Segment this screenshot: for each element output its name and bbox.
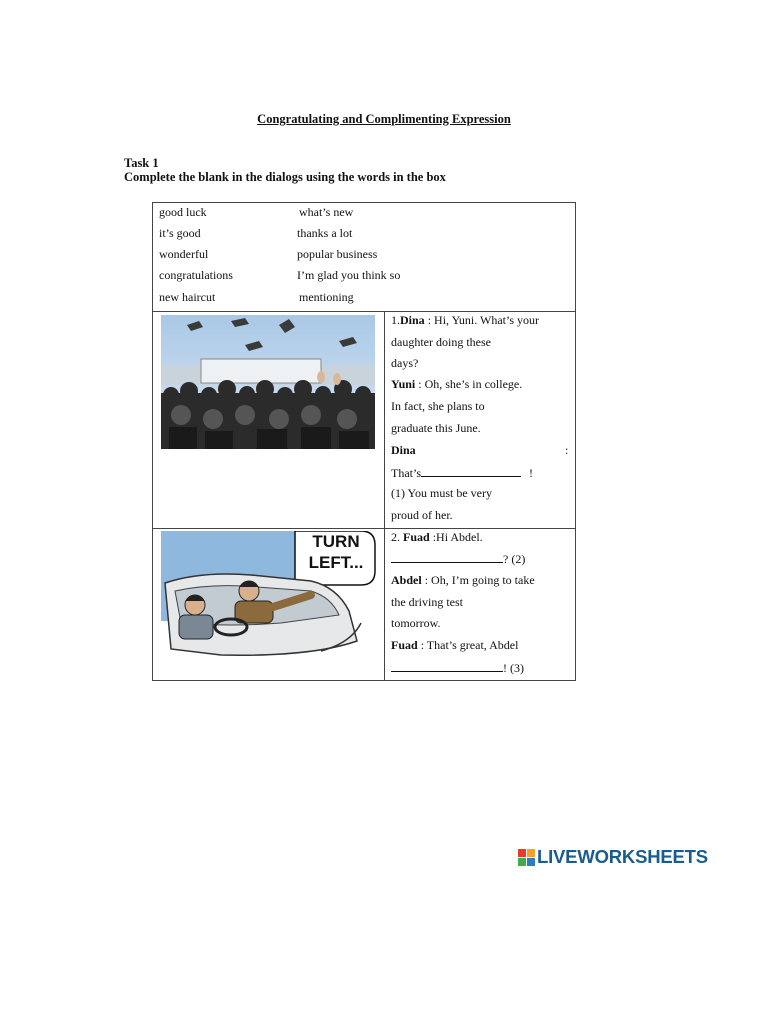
speech-bubble-line: LEFT... [308, 553, 364, 572]
dialog2-line: tomorrow. [391, 616, 441, 630]
dialog-text: That’s [391, 466, 421, 480]
dialog1-line [391, 377, 522, 392]
speaker-name: Dina [391, 443, 416, 457]
page-title: Congratulating and Complimenting Expression [257, 112, 511, 126]
dialog1-colon: : [565, 443, 569, 457]
logo-text: LIVEWORKSHEETS [537, 846, 708, 867]
dialog-text: : Oh, she’s in college. [415, 377, 523, 391]
word-box-item: thanks a lot [297, 226, 353, 240]
dialog1-line: In fact, she plans to [391, 399, 485, 413]
table-divider-2 [153, 528, 575, 529]
word-box-item: I’m glad you think so [297, 268, 401, 282]
dialog1-line: (1) You must be very [391, 486, 492, 500]
answer-blank-2[interactable] [391, 551, 503, 563]
dialog1-line [391, 313, 539, 328]
logo-square [518, 849, 526, 857]
dialog2-line [391, 660, 524, 676]
dialog2-line [391, 551, 525, 567]
word-box-item: congratulations [159, 268, 233, 282]
dialog-text: : Hi, Yuni. What’s your [424, 313, 540, 327]
dialog-text: : That’s great, Abdel [417, 638, 519, 652]
speech-bubble-line: TURN [312, 532, 360, 551]
answer-blank-3[interactable] [391, 660, 503, 672]
dialog2-line [391, 530, 483, 545]
task-instruction: Complete the blank in the dialogs using the words in the box [124, 170, 446, 184]
dialog1-line: days? [391, 356, 419, 370]
word-box-item: good luck [159, 205, 207, 219]
dialog-text: ! (3) [503, 661, 524, 675]
task-label: Task 1 [124, 156, 159, 170]
answer-blank-1[interactable] [421, 465, 521, 477]
dialog1-line: graduate this June. [391, 421, 481, 435]
dialog-text: ? (2) [503, 552, 526, 566]
dialog2-line [391, 638, 518, 653]
dialog2-line [391, 573, 535, 588]
speech-bubble [297, 531, 375, 583]
dialog-text: : Oh, I’m going to take [421, 573, 535, 587]
graduation-icon [161, 315, 375, 449]
logo-square [527, 849, 535, 857]
dialog-number: 1. [391, 313, 400, 327]
word-box-item: wonderful [159, 247, 209, 261]
logo-square [527, 858, 535, 866]
word-box-item: popular business [297, 247, 378, 261]
dialog1-line: daughter doing these [391, 335, 491, 349]
word-box-item: mentioning [299, 290, 354, 304]
liveworksheets-logo-icon [518, 849, 535, 866]
word-box-item: it’s good [159, 226, 201, 240]
liveworksheets-logo[interactable] [518, 846, 708, 868]
logo-square [518, 858, 526, 866]
dialog1-line [391, 465, 533, 481]
dialog1-line: proud of her. [391, 508, 453, 522]
speaker-name: Abdel [391, 573, 422, 587]
word-box-item: new haircut [159, 290, 216, 304]
dialog-text: ! [529, 466, 533, 480]
word-box-item: what’s new [299, 205, 354, 219]
table-column-divider [384, 312, 385, 680]
dialog2-line: the driving test [391, 595, 463, 609]
speaker-name: Fuad [403, 530, 430, 544]
speaker-name: Dina [400, 313, 425, 327]
worksheet-table [152, 202, 576, 681]
speaker-name: Yuni [391, 377, 416, 391]
graduation-crowd-illustration [161, 315, 375, 449]
dialog-number: 2. [391, 530, 403, 544]
dialog1-line [391, 443, 416, 458]
table-divider-1 [153, 311, 575, 312]
dialog-text: :Hi Abdel. [429, 530, 483, 544]
speaker-name: Fuad [391, 638, 418, 652]
